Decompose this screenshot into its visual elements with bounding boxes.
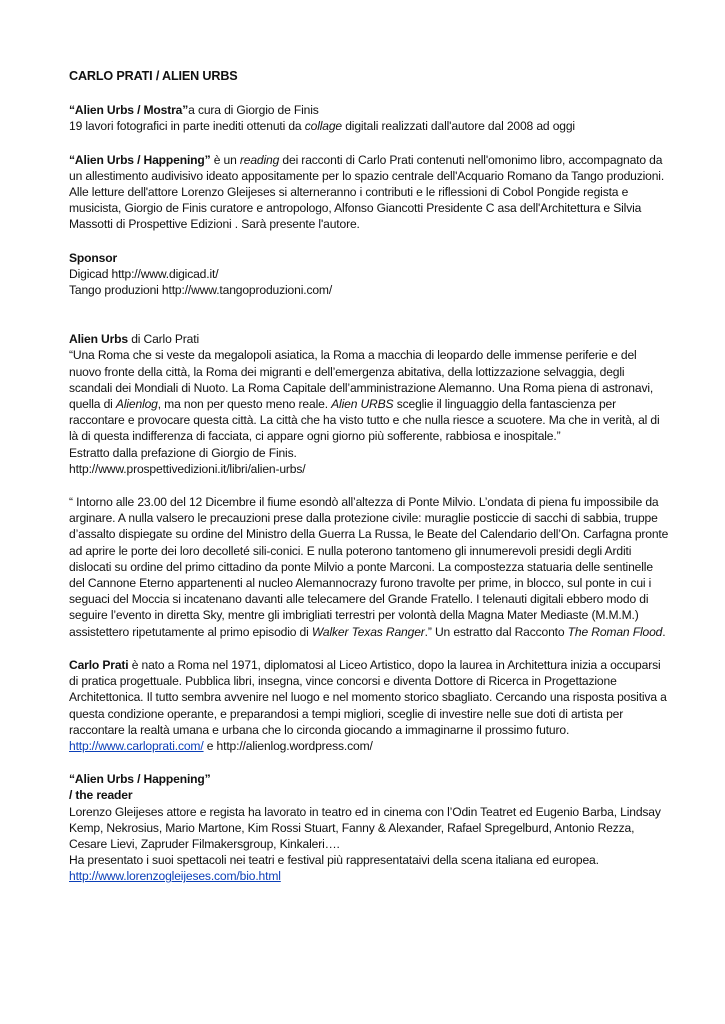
book-author: di Carlo Prati	[127, 332, 199, 347]
happening-italic: reading	[239, 152, 280, 167]
document-title: CARLO PRATI / ALIEN URBS	[69, 69, 238, 83]
happening-heading: “Alien Urbs / Happening”	[69, 152, 211, 167]
mostra-text-pre: 19 lavori fotografici in parte inediti ottenuti da	[69, 119, 305, 134]
reader-link-line	[69, 868, 669, 884]
flood-text-mid: .” Un estratto dal Racconto	[424, 624, 568, 639]
flood-text-end: .	[662, 624, 666, 639]
bio-link-after: e http://alienlog.wordpress.com/	[203, 738, 373, 753]
flood-italic-2: The Roman Flood	[567, 624, 663, 639]
mostra-line-1	[69, 102, 669, 118]
reader-text-2: Ha presentato i suoi spettacoli nei teatri e festival più rappresentataivi della scena italiana ed europea.	[69, 853, 599, 868]
flood-italic-1: Walker Texas Ranger	[311, 624, 425, 639]
bio-links-line	[69, 738, 669, 754]
sponsor-section	[69, 250, 669, 299]
book-quote-part-3: sceglie il linguaggio della fantascienza per raccontare e provocare questa città. La città che ha visto tutto e che nulla riesce a scuotere. Ma che in verità, al di là di questa indifferenza di facciata, ci appare ogni giorno più sofferente, rabbiosa e inospitale.”	[69, 397, 660, 444]
sponsor-tango: Tango produzioni http://www.tangoproduzioni.com/	[69, 283, 333, 298]
reader-bio-link[interactable]: http://www.lorenzogleijeses.com/bio.html	[69, 869, 281, 884]
happening-text-pre: è un	[210, 152, 240, 167]
book-quote-italic-1: Alienlog	[115, 397, 158, 412]
book-quote-part-1: “Una Roma che si veste da megalopoli asiatica, la Roma a macchia di leopardo delle immense periferie e del nuovo fronte della città, la Roma dei migranti e dell’emergenza abitativa, della lottizzazione selvaggia, degli scandali dei Mondiali di Nuoto. La Roma Capitale dell’amministrazione Alemanno. Una Roma piena di astronavi, quella di	[69, 348, 654, 412]
book-url: http://www.prospettivedizioni.it/libri/alien-urbs/	[69, 461, 306, 476]
mostra-section	[69, 102, 669, 134]
mostra-italic: collage	[304, 119, 342, 134]
mostra-heading: “Alien Urbs / Mostra”	[69, 103, 189, 118]
bio-name: Carlo Prati	[69, 657, 129, 672]
sponsor-digicad: Digicad http://www.digicad.it/	[69, 266, 219, 281]
bio-text: è nato a Roma nel 1971, diplomatosi al Liceo Artistico, dopo la laurea in Architettura inizia a occuparsi di pratica progettuale. Pubblica libri, insegna, vince concorsi e diventa Dottore di Ricerca in Progettazione Architettonica. Il tutto sembra avvenire nel luogo e nel momento storico sbagliato. Cercando una risposta positiva a questa condizione operante, e preparandosi a tempi migliori, sceglie di investire nelle sue doti di artista per raccontare la realtà umana e urbana che lo circonda giocando a immaginarne il prossimo futuro.	[69, 657, 667, 737]
mostra-text-post: digitali realizzati dall'autore dal 2008 ad oggi	[342, 119, 575, 134]
bio-website-link[interactable]: http://www.carloprati.com/	[69, 738, 204, 753]
sponsor-heading: Sponsor	[69, 250, 117, 265]
happening-text-post: dei racconti di Carlo Prati contenuti nell'omonimo libro, accompagnato da un allestimento audivisivo ideato appositamente per lo spazio centrale dell'Acquario Romano da Tango produzioni. Alle letture dell'attore Lorenzo Gleijeses si alterneranno i contributi e le riflessioni di Cobol Pongide regista e musicista, Giorgio de Finis curatore e antropologo, Alfonso Giancotti Presidente C asa dell'Architettura e Silvia Massotti di Prospettive Edizioni . Sarà presente l'autore.	[69, 152, 665, 232]
happening-section	[69, 152, 669, 233]
reader-text-1: Lorenzo Gleijeses attore e regista ha lavorato in teatro ed in cinema con l’Odin Teatret ed Eugenio Barba, Lindsay Kemp, Nekrosius, Mario Martone, Kim Rossi Stuart, Fanny & Alexander, Rafael Spregelburd, Antonio Rezza, Cesare Lievi, Zapruder Filmakersgroup, Kinkaleri….	[69, 804, 661, 851]
flood-section	[69, 494, 669, 640]
flood-text: “ Intorno alle 23.00 del 12 Dicembre il fiume esondò all’altezza di Ponte Milvio. L’ondata di piena fu impossibile da arginare. A nulla valsero le precauzioni prese dalla protezione civile: muraglie posticcie di sacchi di sabbia, truppe d’assalto dispiegate su ordine del Ministro della Guerra La Russa, le Beate del Calendario dell’On. Carfagna pronte ad aprire le porte dei loro decolleté sili-conici. E nulla poterono tantomeno gli innumerevoli presidi degli Arditi dislocati su ordine del primo cittadino da ponte Milvio a ponte Marconi. La compostezza statuaria delle sentinelle del Cannone Eterno appartenenti al nucleo Alemannocrazy furono travolte per prime, in blocco, sul ponte in cui i seguaci del Moccia si incatenano davanti alle telecamere del Grande Fratello. I telenauti digitali ebbero modo di seguire l’evento in diretta Sky, mentre gli imbrigliati terrestri per volontà della Magna Mater Mediaste (M.M.M.) assistettero ripetutamente al primo episodio di	[69, 495, 669, 639]
bio-paragraph	[69, 657, 669, 738]
book-title: Alien Urbs	[69, 332, 128, 347]
bio-section	[69, 657, 669, 754]
book-source: Estratto dalla prefazione di Giorgio de Finis.	[69, 445, 297, 460]
reader-heading-1: “Alien Urbs / Happening”	[69, 772, 211, 787]
happening-paragraph	[69, 152, 669, 233]
mostra-curator: a cura di Giorgio de Finis	[188, 103, 319, 118]
mostra-line-2	[69, 118, 669, 134]
reader-heading-2: / the reader	[69, 788, 133, 803]
flood-paragraph	[69, 494, 669, 640]
book-section	[69, 331, 669, 477]
book-quote	[69, 347, 669, 444]
book-quote-italic-2: Alien URBS	[331, 397, 394, 412]
book-title-line	[69, 331, 669, 347]
reader-section	[69, 771, 669, 884]
book-quote-part-2: , ma non per questo meno reale.	[157, 397, 332, 412]
